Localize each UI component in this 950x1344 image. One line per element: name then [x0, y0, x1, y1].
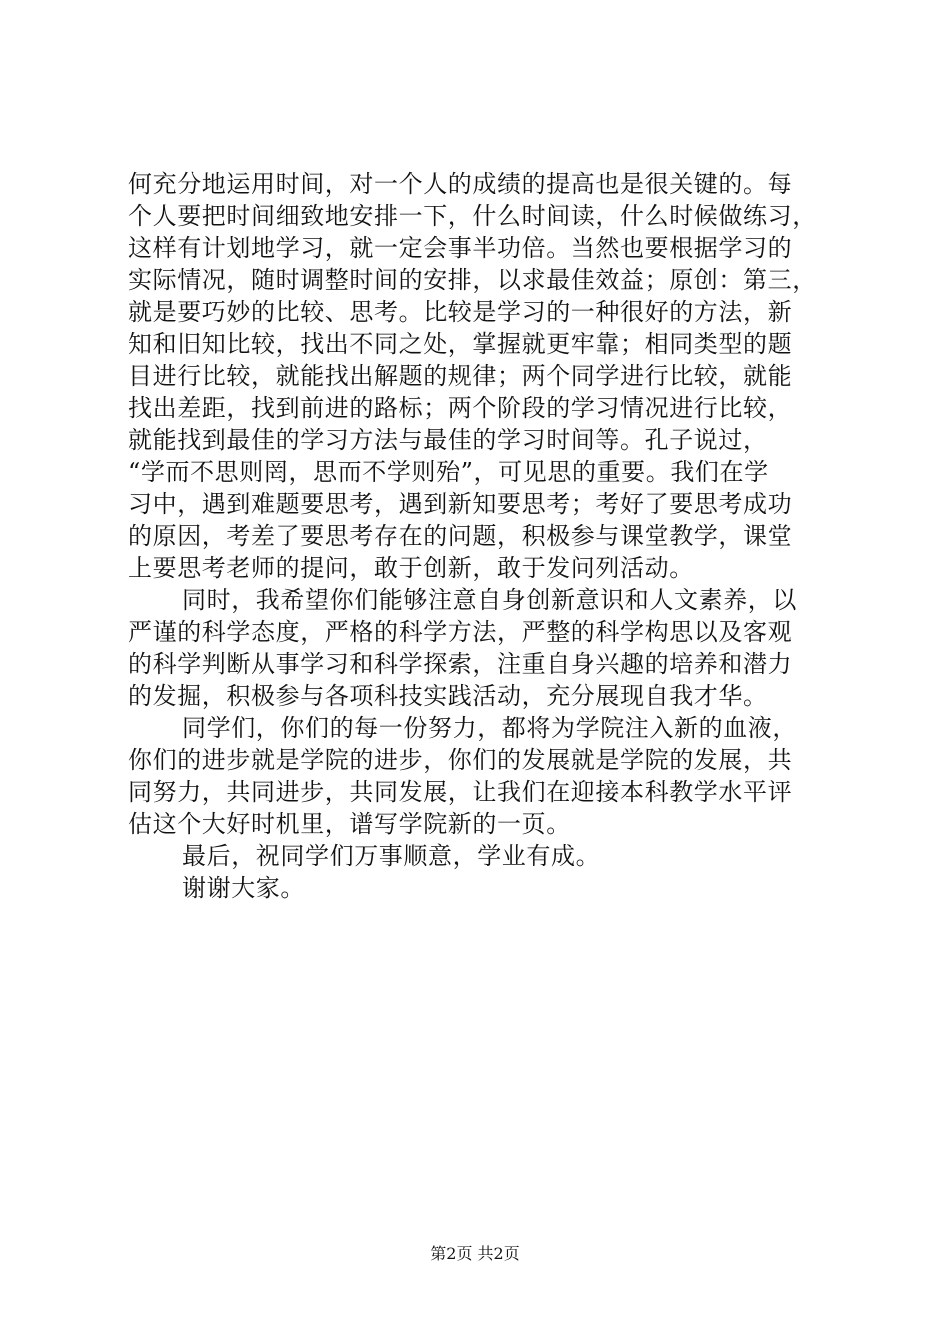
body-line: 的发掘，积极参与各项科技实践活动，充分展现自我才华。	[128, 682, 768, 710]
body-line: “学而不思则罔，思而不学则殆”，可见思的重要。我们在学	[128, 458, 769, 486]
body-line: 你们的进步就是学院的进步，你们的发展就是学院的发展，共	[128, 746, 793, 774]
document-body	[128, 168, 832, 904]
body-line: 就是要巧妙的比较、思考。比较是学习的一种很好的方法，新	[128, 298, 793, 326]
body-line: 这样有计划地学习，就一定会事半功倍。当然也要根据学习的	[128, 234, 793, 262]
body-line: 上要思考老师的提问，敢于创新，敢于发问列活动。	[128, 554, 694, 582]
body-line: 个人要把时间细致地安排一下，什么时间读，什么时候做练习，	[128, 202, 817, 230]
body-line: 习中，遇到难题要思考，遇到新知要思考；考好了要思考成功	[128, 490, 793, 518]
body-line: 估这个大好时机里，谱写学院新的一页。	[128, 810, 571, 838]
body-line: 就能找到最佳的学习方法与最佳的学习时间等。孔子说过，	[128, 426, 768, 454]
body-line: 严谨的科学态度，严格的科学方法，严整的科学构思以及客观	[128, 618, 793, 646]
body-line: 同努力，共同进步，共同发展，让我们在迎接本科教学水平评	[128, 778, 793, 806]
body-line: 何充分地运用时间，对一个人的成绩的提高也是很关键的。每	[128, 170, 793, 198]
page-footer	[0, 1244, 950, 1264]
closing-wishes: 最后，祝同学们万事顺意，学业有成。	[182, 842, 601, 870]
body-line: 找出差距，找到前进的路标；两个阶段的学习情况进行比较，	[128, 394, 793, 422]
body-line: 目进行比较，就能找出解题的规律；两个同学进行比较，就能	[128, 362, 793, 390]
body-line: 实际情况，随时调整时间的安排，以求最佳效益；原创：第三，	[128, 266, 817, 294]
closing-thanks: 谢谢大家。	[182, 874, 305, 902]
paragraph-first-line: 同学们，你们的每一份努力，都将为学院注入新的血液，	[182, 714, 797, 742]
body-line: 的原因，考差了要思考存在的问题，积极参与课堂教学，课堂	[128, 522, 793, 550]
paragraph-first-line: 同时，我希望你们能够注意自身创新意识和人文素养，以	[182, 586, 797, 614]
body-line: 的科学判断从事学习和科学探索，注重自身兴趣的培养和潜力	[128, 650, 793, 678]
page-number: 第2页 共2页	[430, 1244, 520, 1263]
body-line: 知和旧知比较，找出不同之处，掌握就更牢靠；相同类型的题	[128, 330, 793, 358]
